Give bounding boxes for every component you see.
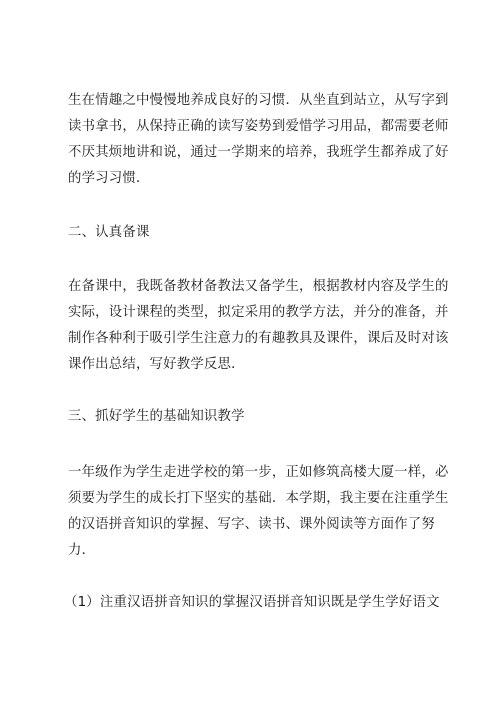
paragraph2-line-2: 实际，设计课程的类型，拟定采用的教学方法，并分的准备，并 — [68, 305, 449, 320]
paragraph1-line-3: 不厌其烦地讲和说，通过一学期来的培养，我班学生都养成了好 — [68, 145, 449, 160]
paragraph3-line-2: 须要为学生的成长打下坚实的基础．本学期，我主要在注重学生 — [68, 491, 449, 506]
paragraph3-line-4: 力． — [68, 543, 96, 558]
paragraph1-line-2: 读书拿书，从保持正确的读写姿势到爱惜学习用品，都需要老师 — [68, 119, 449, 134]
paragraph3-line-1: 一年级作为学生走进学校的第一步，正如修筑高楼大厦一样，必 — [68, 465, 449, 480]
paragraph2-line-3: 制作各种利于吸引学生注意力的有趣教具及课件，课后及时对该 — [68, 331, 449, 346]
paragraph1-line-1: 生在情趣之中慢慢地养成良好的习惯．从坐直到站立，从写字到 — [68, 93, 449, 108]
paragraph3-line-3: 的汉语拼音知识的掌握、写字、读书、课外阅读等方面作了努 — [68, 517, 435, 532]
paragraph4-line-1: （1）注重汉语拼音知识的掌握汉语拼音知识既是学生学好语文 — [64, 595, 440, 610]
paragraph1-line-4: 的学习习惯． — [68, 171, 150, 186]
paragraph2-line-1: 在备课中，我既备教材备教法又备学生，根据教材内容及学生的 — [68, 279, 449, 294]
section-heading-3: 三、抓好学生的基础知识教学 — [68, 409, 245, 424]
paragraph2-line-4: 课作出总结，写好教学反思． — [68, 357, 245, 372]
section-heading-2: 二、认真备课 — [68, 225, 150, 240]
